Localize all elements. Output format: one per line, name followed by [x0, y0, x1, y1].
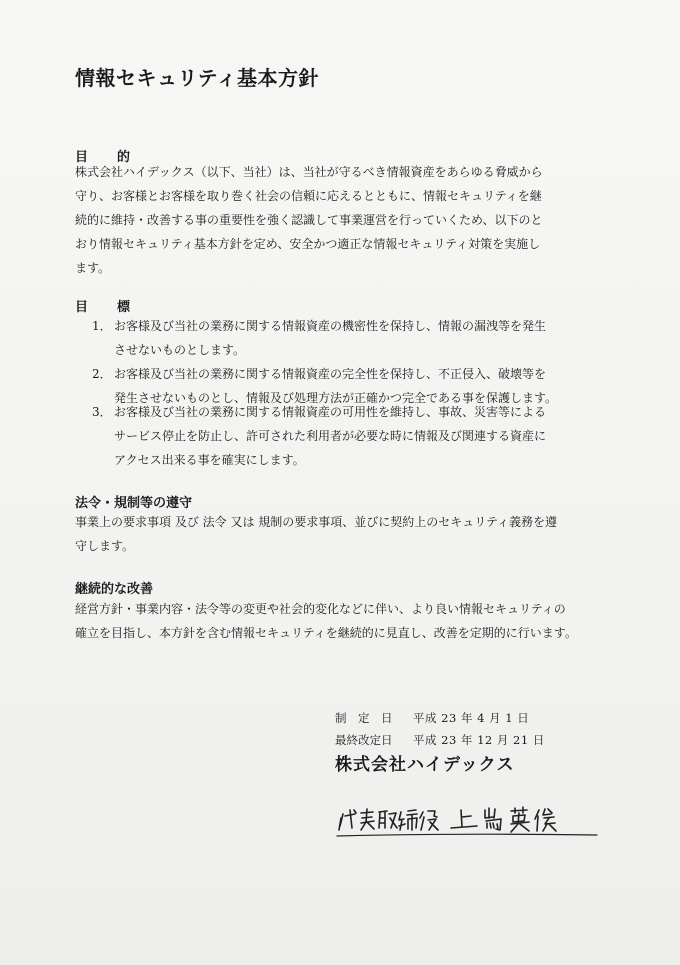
- document-title: 情報セキュリティ基本方針: [75, 66, 319, 90]
- compliance-line: 事業上の要求事項 及び 法令 又は 規制の要求事項、並びに契約上のセキュリティ義務を遵: [75, 515, 558, 529]
- company-name: 株式会社ハイデックス: [335, 755, 515, 775]
- revised-value: 平成 23 年 12 月 21 日: [413, 733, 545, 747]
- established-value: 平成 23 年 4 月 1 日: [413, 711, 530, 725]
- goal-line: 発生させないものとし、情報及び処理方法が正確かつ完全である事を保護します。: [114, 391, 558, 405]
- compliance-paragraph: [75, 510, 615, 558]
- handwritten-signature: [335, 800, 600, 840]
- purpose-heading: 目 的: [75, 150, 139, 165]
- goal-line: アクセス出来る事を確実にします。: [114, 453, 305, 467]
- goal-line: サービス停止を防止し、許可された利用者が必要な時に情報及び関連する資産に: [114, 429, 547, 443]
- established-date: [335, 710, 529, 726]
- purpose-line: 株式会社ハイデックス（以下、当社）は、当社が守るべき情報資産をあらゆる脅威から: [75, 165, 543, 179]
- goal-number: 3．: [92, 405, 112, 419]
- improvement-paragraph: [75, 597, 615, 645]
- purpose-line: 守り、お客様とお客様を取り巻く社会の信頼に応えるとともに、情報セキュリティを継: [75, 189, 542, 203]
- goal-item-3: [92, 400, 617, 472]
- compliance-heading: 法令・規制等の遵守: [75, 496, 193, 511]
- goal-line: お客様及び当社の業務に関する情報資産の機密性を保持し、情報の漏洩等を発生: [114, 319, 547, 333]
- goal-number: 1．: [92, 319, 112, 333]
- purpose-line: ます。: [75, 261, 111, 275]
- improvement-line: 確立を目指し、本方針を含む情報セキュリティを継続的に見直し、改善を定期的に行います。: [75, 626, 577, 640]
- improvement-heading: 継続的な改善: [75, 582, 154, 597]
- goals-heading: 目 標: [75, 300, 139, 315]
- revised-date: [335, 732, 545, 748]
- goal-line: お客様及び当社の業務に関する情報資産の可用性を維持し、事故、災害等による: [114, 405, 547, 419]
- purpose-line: おり情報セキュリティ基本方針を定め、安全かつ適正な情報セキュリティ対策を実施し: [75, 237, 541, 251]
- goal-line: お客様及び当社の業務に関する情報資産の完全性を保持し、不正侵入、破壊等を: [114, 367, 547, 381]
- purpose-line: 続的に維持・改善する事の重要性を強く認識して事業運営を行っていくため、以下のと: [75, 213, 543, 227]
- goal-number: 2．: [92, 367, 112, 381]
- goal-line: させないものとします。: [114, 343, 246, 357]
- improvement-line: 経営方針・事業内容・法令等の変更や社会的変化などに伴い、より良い情報セキュリティの: [75, 602, 566, 616]
- established-label: 制 定 日: [335, 711, 393, 725]
- revised-label: 最終改定日: [335, 733, 393, 747]
- goal-item-1: [92, 314, 617, 362]
- purpose-paragraph: [75, 160, 615, 280]
- compliance-line: 守します。: [75, 539, 135, 553]
